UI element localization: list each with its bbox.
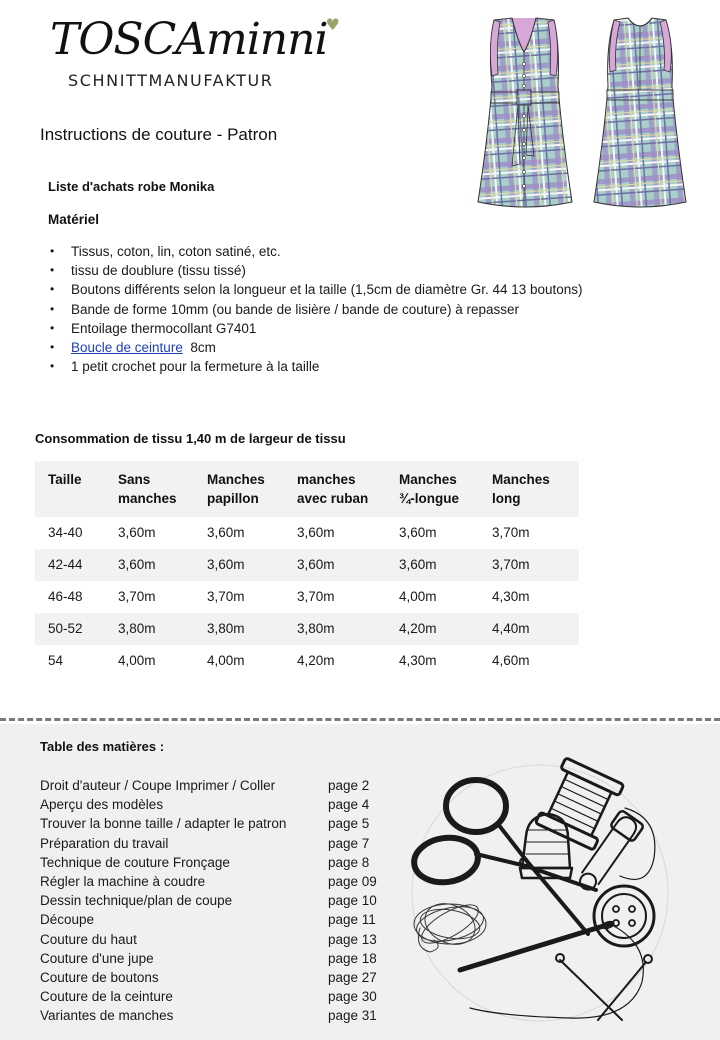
list-item: • Boutons différents selon la longueur et la taille (1,5cm de diamètre Gr. 44 13 boutons) [50, 280, 583, 299]
column-header: manches avec ruban [297, 461, 399, 517]
table-cell: 3,60m [118, 525, 156, 540]
table-row [35, 517, 579, 549]
toc-item: Trouver la bonne taille / adapter le patron page 5 [40, 814, 400, 833]
table-cell: 3,80m [118, 613, 207, 645]
toc-item: Préparation du travail page 7 [40, 834, 400, 853]
toc-page-number: page 30 [328, 989, 377, 1005]
table-cell: 4,30m [399, 653, 437, 668]
dress-illustration-icon [468, 16, 704, 214]
bullet-icon: • [50, 244, 55, 258]
toc-title: Table des matières : [40, 739, 165, 754]
toc-page-number: page 8 [328, 854, 370, 870]
materials-list [50, 242, 583, 376]
page-title: Instructions de couture - Patron [40, 125, 278, 144]
logo-subtitle: SCHNITTMANUFAKTUR [68, 71, 274, 90]
toc-page-number: page 09 [328, 873, 377, 889]
table-row [35, 613, 579, 645]
toc-page-number: page 27 [328, 969, 377, 985]
toc-item: Variantes de manches page 31 [40, 1006, 400, 1025]
brand-logo [50, 14, 339, 104]
table-cell: 3,70m [207, 589, 245, 604]
toc-item: Couture de la ceinture page 30 [40, 987, 400, 1006]
toc-page-number: page 7 [328, 835, 370, 851]
table-cell: 3,70m [297, 589, 335, 604]
toc-item: Couture d'une jupe page 18 [40, 949, 400, 968]
table-cell: 3,60m [207, 549, 297, 581]
column-header: Manches long [492, 461, 579, 517]
table-cell: 3,60m [207, 525, 245, 540]
table-cell: 4,30m [492, 589, 530, 604]
table-header-row [35, 461, 579, 517]
toc-page-number: page 31 [328, 1008, 377, 1024]
list-item: • Tissus, coton, lin, coton satiné, etc. [50, 242, 583, 261]
toc-item: Régler la machine à coudre page 09 [40, 872, 400, 891]
table-cell: 4,00m [118, 653, 156, 668]
toc-item: Technique de couture Fronçage page 8 [40, 853, 400, 872]
list-item: • Entoilage thermocollant G7401 [50, 319, 583, 338]
table-cell: 3,60m [297, 525, 335, 540]
column-header: Manches ¾-longue [399, 461, 492, 517]
column-header: Sans manches [118, 461, 207, 517]
table-cell: 54 [48, 653, 64, 668]
table-cell: 3,60m [399, 525, 437, 540]
table-cell: 3,60m [297, 549, 399, 581]
bullet-icon: • [50, 320, 55, 335]
toc-item: Couture du haut page 13 [40, 930, 400, 949]
list-item: • 1 petit crochet pour la fermeture à la taille [50, 357, 583, 376]
bullet-icon: • [50, 301, 55, 316]
table-cell: 3,60m [118, 549, 207, 581]
toc-item: Couture de boutons page 27 [40, 968, 400, 987]
heart-icon: ♥ [325, 15, 339, 34]
list-item: • Bande de forme 10mm (ou bande de lisière / bande de couture) à repasser [50, 300, 583, 319]
toc-item: Découpe page 11 [40, 910, 400, 929]
table-cell: 4,40m [492, 613, 579, 645]
column-header: Manches papillon [207, 461, 297, 517]
bullet-icon: • [50, 339, 55, 354]
sewing-tools-icon [410, 748, 670, 1038]
materials-title: Matériel [48, 212, 100, 227]
toc-item: Aperçu des modèles page 4 [40, 795, 400, 814]
table-cell: 3,60m [399, 549, 492, 581]
toc-item: Droit d'auteur / Coupe Imprimer / Coller page 2 [40, 776, 400, 795]
table-row [35, 549, 579, 581]
table-cell: 3,70m [118, 589, 156, 604]
table-cell: 3,70m [492, 525, 530, 540]
toc-page-number: page 4 [328, 797, 370, 813]
column-header: Taille [35, 461, 118, 517]
table-cell: 4,00m [207, 653, 245, 668]
table-cell: 3,80m [297, 613, 399, 645]
table-cell: 3,70m [492, 549, 579, 581]
bullet-icon: • [50, 359, 55, 374]
table-row [35, 645, 579, 677]
bullet-icon: • [50, 263, 55, 278]
toc-page-number: page 5 [328, 816, 370, 832]
toc-list [40, 776, 400, 1025]
table-cell: 3,80m [207, 613, 297, 645]
fabric-consumption-table [35, 461, 579, 677]
list-item: • Boucle de ceinture 8cm [50, 338, 583, 357]
belt-buckle-link[interactable]: Boucle de ceinture [71, 339, 183, 355]
toc-page-number: page 2 [328, 778, 370, 793]
table-cell: 46-48 [48, 589, 83, 604]
toc-page-number: page 10 [328, 893, 377, 909]
shopping-list-title: Liste d'achats robe Monika [48, 179, 215, 194]
table-cell: 34-40 [48, 525, 83, 540]
table-cell: 42-44 [35, 549, 118, 581]
table-cell: 4,00m [399, 589, 437, 604]
list-item: • tissu de doublure (tissu tissé) [50, 261, 583, 280]
bullet-icon: • [50, 282, 55, 297]
table-cell: 4,60m [492, 653, 530, 668]
toc-page-number: page 13 [328, 931, 377, 947]
table-cell: 50-52 [35, 613, 118, 645]
logo-wordmark: TOSCAminni♥ [50, 14, 339, 65]
table-cell: 4,20m [399, 613, 492, 645]
table-row [35, 581, 579, 613]
dashed-divider [0, 718, 720, 721]
table-cell: 4,20m [297, 653, 335, 668]
toc-page-number: page 11 [328, 912, 376, 928]
fabric-consumption-title: Consommation de tissu 1,40 m de largeur de tissu [35, 431, 346, 446]
toc-item: Dessin technique/plan de coupe page 10 [40, 891, 400, 910]
toc-page-number: page 18 [328, 950, 377, 966]
